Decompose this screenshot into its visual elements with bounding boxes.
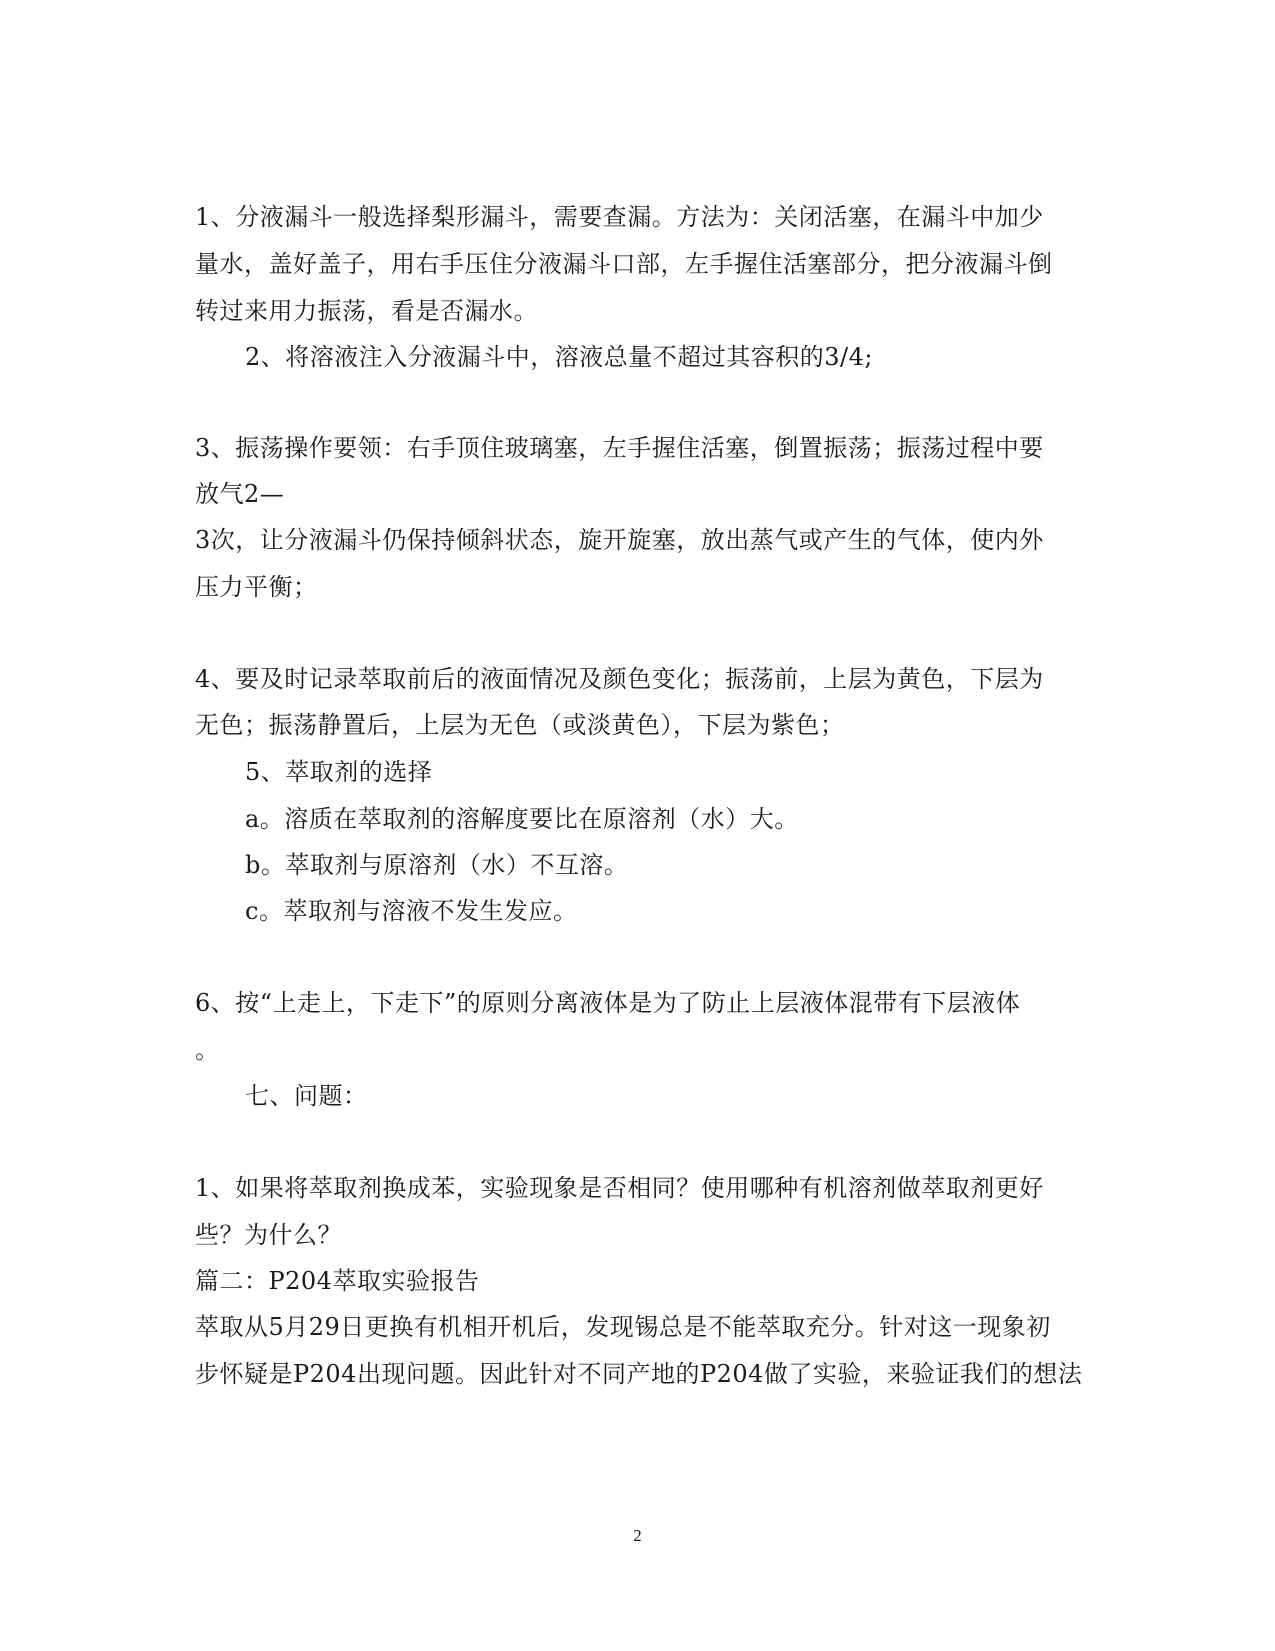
paragraph-line: 些？为什么？ <box>195 1221 342 1249</box>
paragraph-line: 3次，让分液漏斗仍保持倾斜状态，旋开旋塞，放出蒸气或产生的气体，使内外 <box>195 526 1044 554</box>
paragraph-line: 转过来用力振荡，看是否漏水。 <box>195 297 538 325</box>
paragraph-line: 3、振荡操作要领：右手顶住玻璃塞，左手握住活塞，倒置振荡；振荡过程中要 <box>195 434 1044 462</box>
paragraph-line: 1、如果将萃取剂换成苯，实验现象是否相同？使用哪种有机溶剂做萃取剂更好 <box>195 1174 1044 1202</box>
paragraph-line: 1、分液漏斗一般选择梨形漏斗，需要查漏。方法为：关闭活塞，在漏斗中加少 <box>195 203 1044 231</box>
paragraph-line: 2、将溶液注入分液漏斗中，溶液总量不超过其容积的3/4; <box>245 343 873 371</box>
paragraph-line: 量水，盖好盖子，用右手压住分液漏斗口部，左手握住活塞部分，把分液漏斗倒 <box>195 250 1053 278</box>
paragraph-line: 无色；振荡静置后，上层为无色（或淡黄色），下层为紫色； <box>195 711 845 739</box>
paragraph-line: 。 <box>195 1036 220 1064</box>
paragraph-line: b。萃取剂与原溶剂（水）不互溶。 <box>245 851 629 879</box>
paragraph-line: c。萃取剂与溶液不发生发应。 <box>245 897 578 925</box>
paragraph-line: 5、萃取剂的选择 <box>245 758 433 786</box>
section-heading: 七、问题： <box>245 1082 368 1110</box>
paragraph-line: 4、要及时记录萃取前后的液面情况及颜色变化；振荡前，上层为黄色，下层为 <box>195 665 1044 693</box>
section-heading: 篇二：P204萃取实验报告 <box>195 1267 480 1295</box>
paragraph-line: 放气2— <box>195 480 285 508</box>
paragraph-line: a。溶质在萃取剂的溶解度要比在原溶剂（水）大。 <box>245 805 799 833</box>
page-number: 2 <box>633 1526 642 1545</box>
paragraph-line: 6、按“上走上，下走下”的原则分离液体是为了防止上层液体混带有下层液体 <box>195 989 1021 1017</box>
paragraph-line: 萃取从5月29日更换有机相开机后，发现锡总是不能萃取充分。针对这一现象初 <box>195 1313 1051 1341</box>
paragraph-line: 压力平衡； <box>195 573 318 601</box>
paragraph-line: 步怀疑是P204出现问题。因此针对不同产地的P204做了实验，来验证我们的想法 <box>195 1360 1083 1388</box>
